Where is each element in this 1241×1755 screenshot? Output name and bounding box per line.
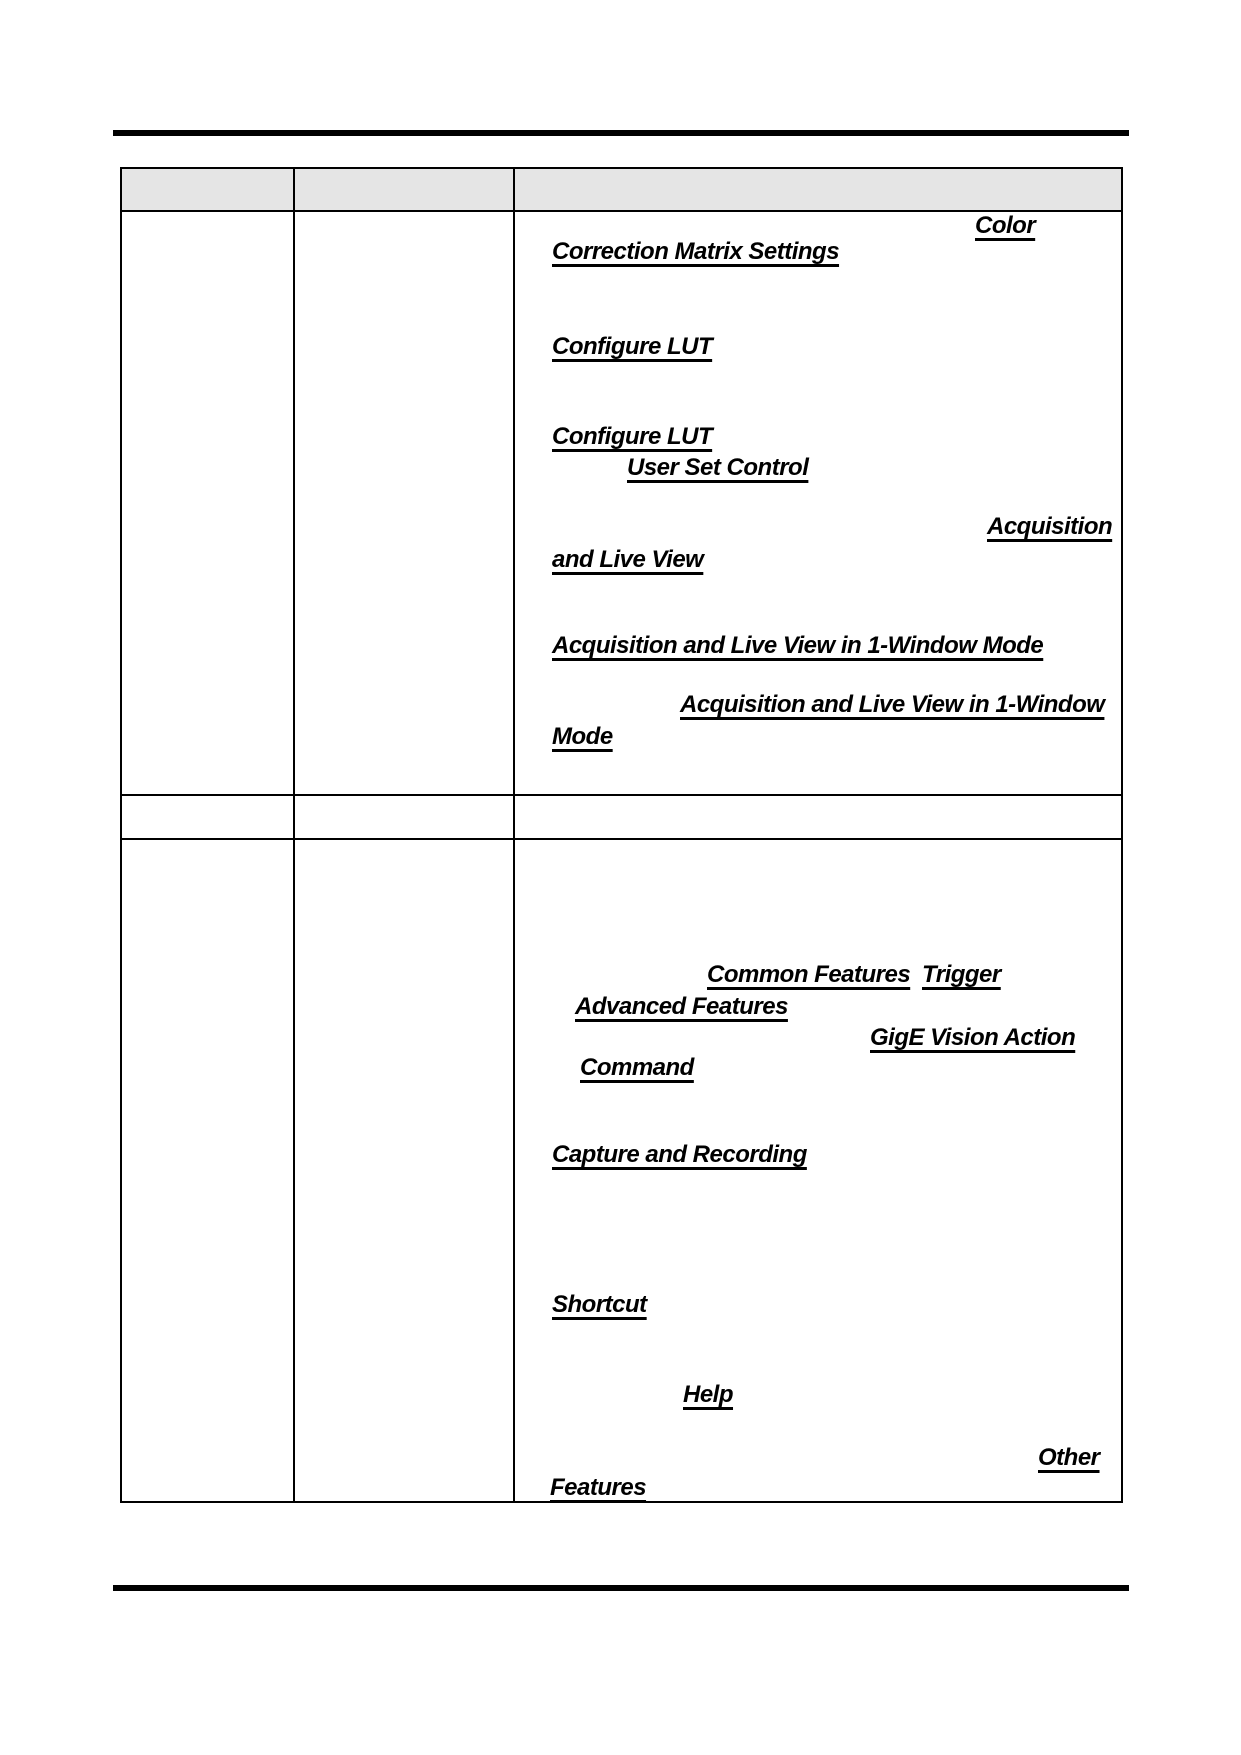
bottom-rule — [113, 1585, 1129, 1591]
link-acquisition-and-live-view-line1[interactable]: Acquisition — [987, 513, 1113, 540]
link-acquisition-live-view-1-window-mode-2-line1[interactable]: Acquisition and Live View in 1-Window — [680, 691, 1105, 718]
link-common-features[interactable]: Common Features — [707, 961, 911, 988]
link-help[interactable]: Help — [683, 1381, 734, 1408]
link-configure-lut-2[interactable]: Configure LUT — [552, 423, 713, 450]
link-other-features-line1[interactable]: Other — [1038, 1444, 1100, 1471]
link-acquisition-and-live-view-line2[interactable]: and Live View — [552, 546, 704, 573]
link-gige-vision-action-command-line2[interactable]: Command — [580, 1054, 694, 1081]
column-divider-1 — [293, 169, 295, 1501]
link-color-correction-matrix-settings-line1[interactable]: Color — [975, 212, 1036, 239]
link-trigger-advanced-features-line1[interactable]: Trigger — [922, 961, 1001, 988]
link-user-set-control[interactable]: User Set Control — [627, 454, 809, 481]
header-cell-1 — [122, 169, 295, 210]
row-divider-1 — [122, 794, 1121, 796]
link-configure-lut-1[interactable]: Configure LUT — [552, 333, 713, 360]
column-divider-2 — [513, 169, 515, 1501]
link-trigger-advanced-features-line2[interactable]: Advanced Features — [575, 993, 788, 1020]
top-rule — [113, 130, 1129, 136]
link-shortcut[interactable]: Shortcut — [552, 1291, 647, 1318]
link-capture-and-recording[interactable]: Capture and Recording — [552, 1141, 807, 1168]
header-cell-2 — [295, 169, 515, 210]
link-acquisition-live-view-1-window-mode[interactable]: Acquisition and Live View in 1-Window Mode — [552, 632, 1044, 659]
table-header-row — [122, 169, 1121, 212]
link-color-correction-matrix-settings-line2[interactable]: Correction Matrix Settings — [552, 238, 840, 265]
link-other-features-line2[interactable]: Features — [550, 1474, 647, 1501]
link-acquisition-live-view-1-window-mode-2-line2[interactable]: Mode — [552, 723, 613, 750]
row-divider-2 — [122, 838, 1121, 840]
link-gige-vision-action-command-line1[interactable]: GigE Vision Action — [870, 1024, 1076, 1051]
header-cell-3 — [515, 169, 1121, 210]
